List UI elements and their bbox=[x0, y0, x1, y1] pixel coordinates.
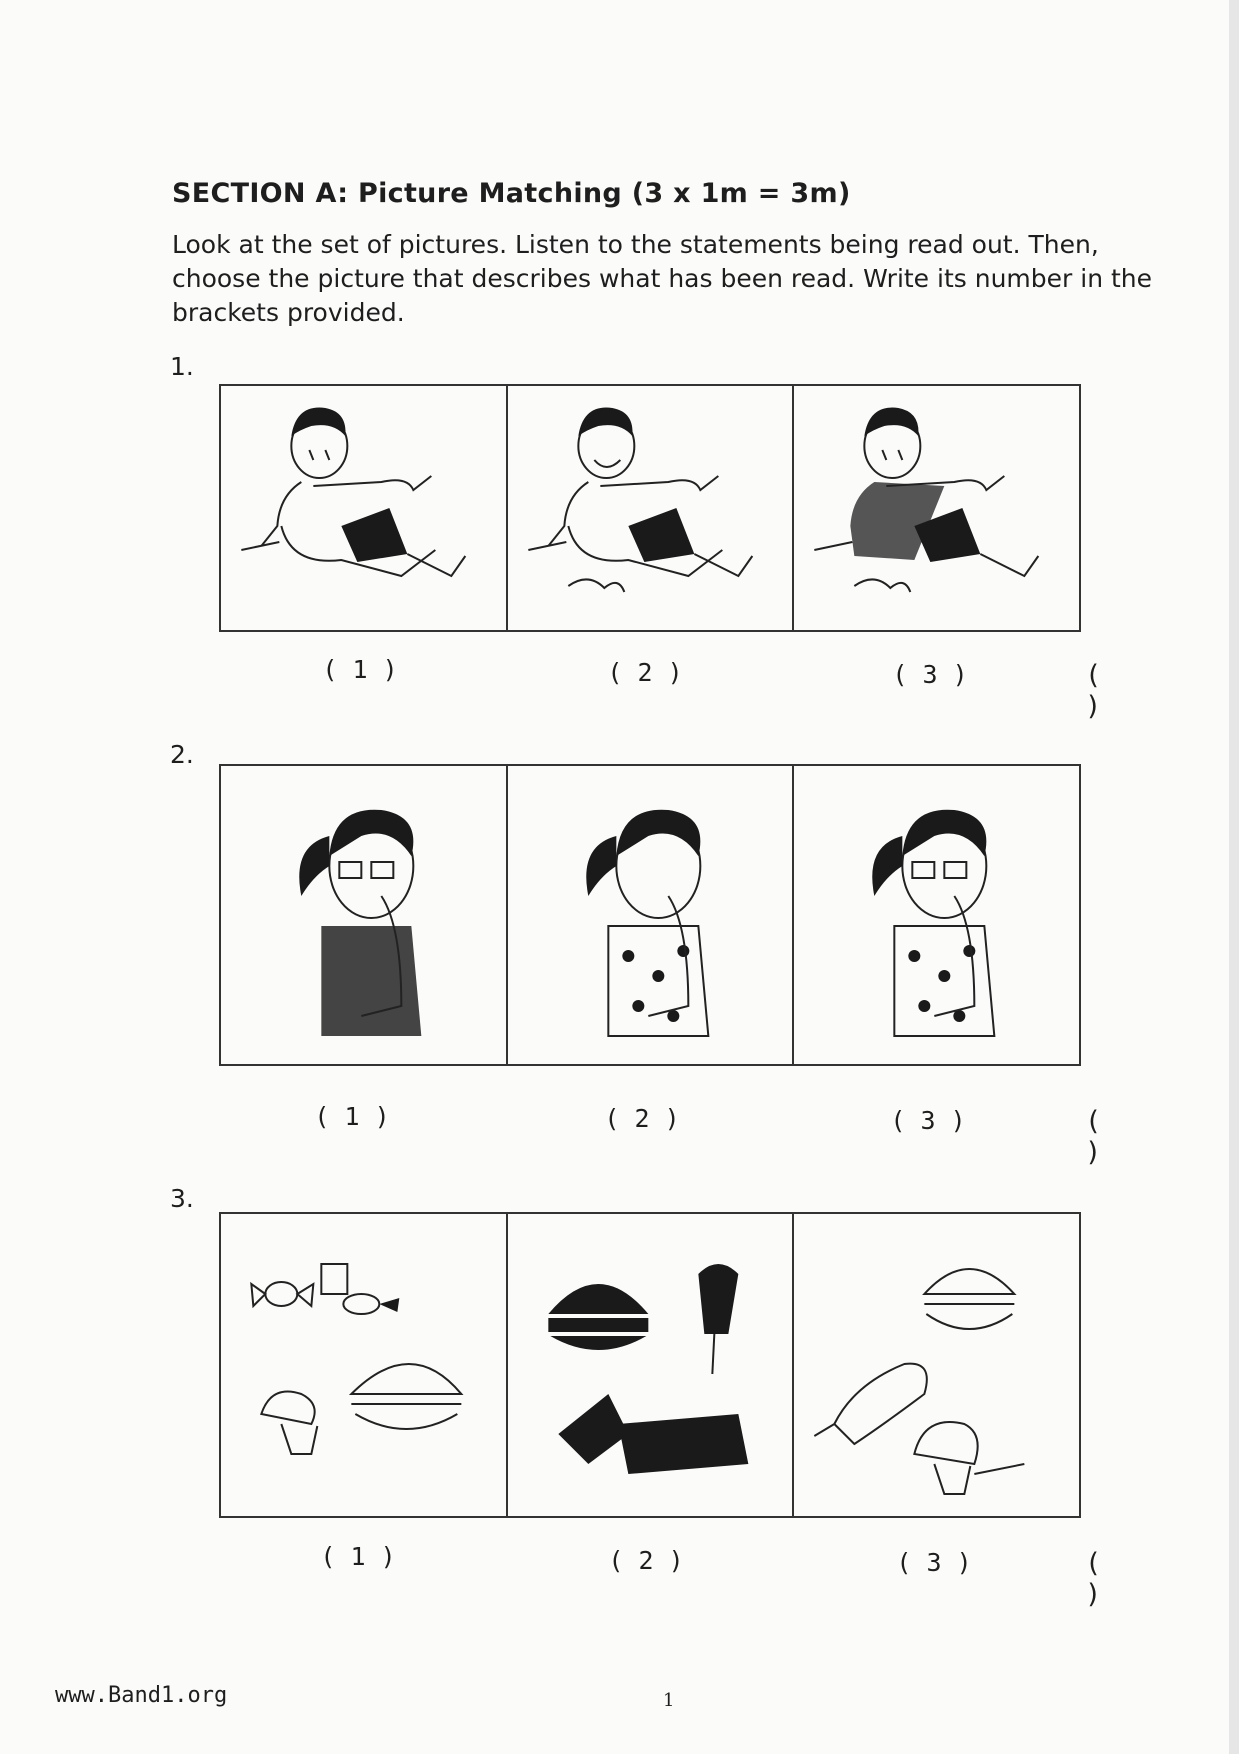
question-3-answer-bracket[interactable]: ( ) bbox=[1085, 1548, 1162, 1610]
page-number: 1 bbox=[663, 1690, 675, 1711]
question-1-option-1: ( 1 ) bbox=[322, 655, 398, 684]
question-3-option-1: ( 1 ) bbox=[320, 1542, 396, 1571]
question-3-option-2: ( 2 ) bbox=[608, 1546, 684, 1575]
question-3-number: 3. bbox=[170, 1184, 194, 1213]
burger-ice-lolly-ice-cream-picture bbox=[794, 1214, 1079, 1516]
question-1-number: 1. bbox=[170, 352, 194, 381]
sweets-ice-cream-burger-picture bbox=[221, 1214, 508, 1516]
boy-sitting-crying-banana-peel-dirty-picture bbox=[794, 386, 1079, 630]
instructions: Look at the set of pictures. Listen to the statements being read out. Then, choose the picture that describes what has been read. Write its number in the brackets provided. bbox=[172, 230, 1153, 327]
section-title: SECTION A: Picture Matching (3 x 1m = 3m) bbox=[172, 178, 851, 209]
question-1-option-3: ( 3 ) bbox=[892, 660, 968, 689]
boy-sitting-crying-picture bbox=[221, 386, 508, 630]
girl-glasses-striped-shirt-picture bbox=[221, 766, 508, 1064]
question-2-pictures bbox=[219, 764, 1081, 1066]
boy-sitting-laughing-banana-peel-picture bbox=[508, 386, 795, 630]
girl-glasses-spotted-shirt-picture bbox=[794, 766, 1079, 1064]
girl-spotted-shirt-picture bbox=[508, 766, 795, 1064]
question-1-answer-bracket[interactable]: ( ) bbox=[1085, 660, 1162, 722]
question-2-option-2: ( 2 ) bbox=[604, 1104, 680, 1133]
question-3-pictures bbox=[219, 1212, 1081, 1518]
question-1-pictures bbox=[219, 384, 1081, 632]
question-2-option-1: ( 1 ) bbox=[314, 1102, 390, 1131]
question-2-number: 2. bbox=[170, 740, 194, 769]
footer-url[interactable]: www.Band1.org bbox=[55, 1683, 228, 1708]
question-2-option-3: ( 3 ) bbox=[890, 1106, 966, 1135]
burger-ice-lolly-fries-picture bbox=[508, 1214, 795, 1516]
scan-edge bbox=[1229, 0, 1239, 1754]
question-3-option-3: ( 3 ) bbox=[896, 1548, 972, 1577]
question-1-option-2: ( 2 ) bbox=[607, 658, 683, 687]
question-2-answer-bracket[interactable]: ( ) bbox=[1085, 1106, 1162, 1168]
